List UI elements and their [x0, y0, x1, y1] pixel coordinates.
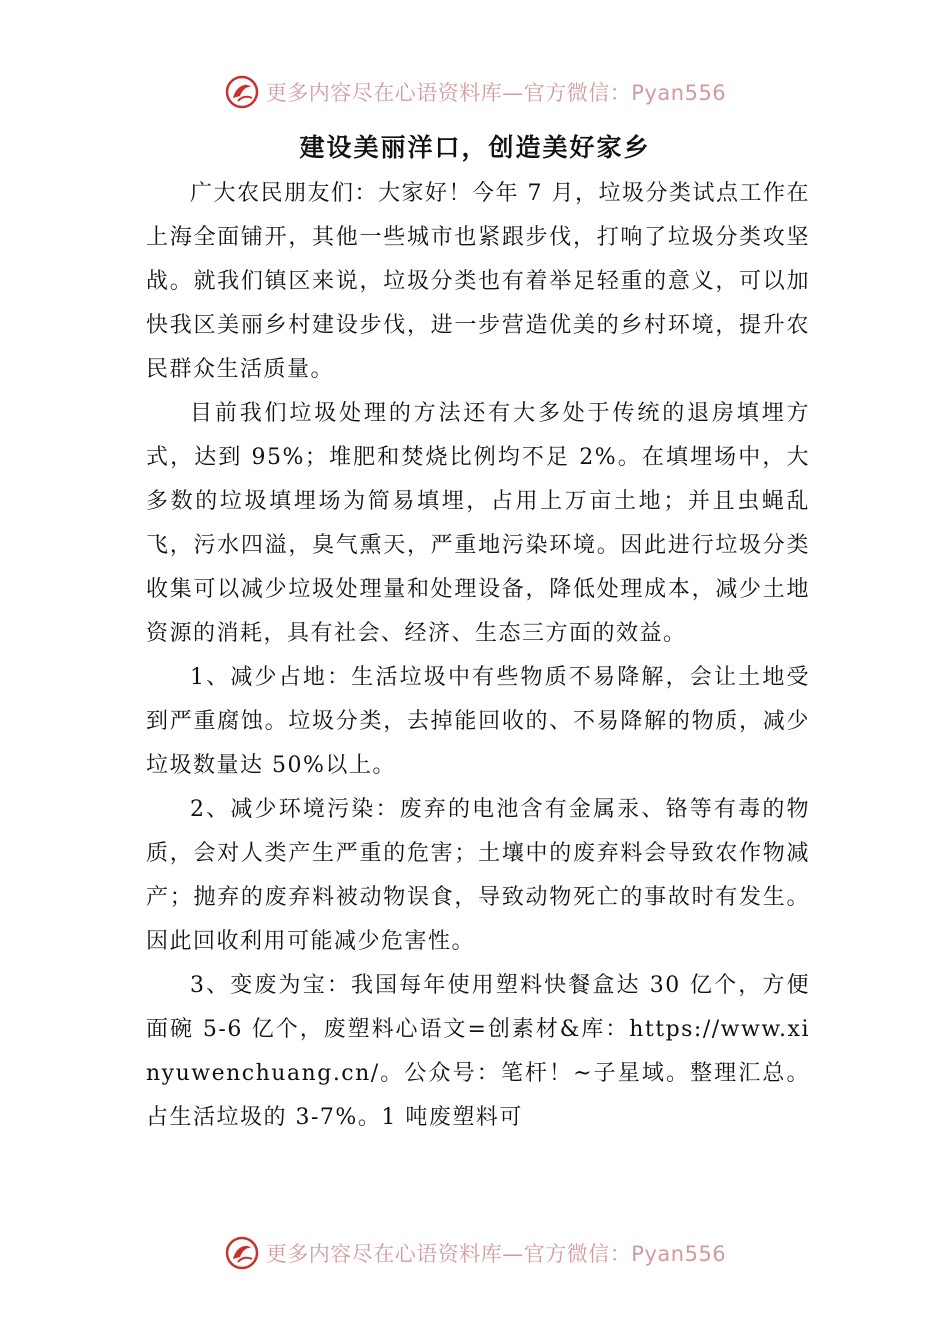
paragraph-3: 1、减少占地：生活垃圾中有些物质不易降解，会让土地受到严重腐蚀。垃圾分类，去掉能回收的、不易降解的物质，减少垃圾数量达 50%以上。 [146, 665, 810, 778]
paragraph-2: 目前我们垃圾处理的方法还有大多处于传统的退房填埋方式，达到 95%；堆肥和焚烧比例均不足 2%。在填埋场中，大多数的垃圾填埋场为简易填埋，占用上万亩土地；并且虫蝇乱飞，污水四溢，臭气熏天，严重地污染环境。因此进行垃圾分类收集可以减少垃圾处理量和处理设备，降低处理成本，减少土地资源的消耗，具有社会、经济、生态三方面的效益。 [146, 401, 810, 646]
paragraph-5: 3、变废为宝：我国每年使用塑料快餐盒达 30 亿个，方便面碗 5-6 亿个，废塑料心语文=创素材&库：https://www.xinyuwenchuang.cn/。公众号：笔杆！~子星域。整理汇总。占生活垃圾的 3-7%。1 吨废塑料可 [146, 973, 810, 1130]
document-title: 建设美丽洋口，创造美好家乡 [299, 133, 651, 162]
document-body [146, 172, 810, 1140]
footer-watermark-banner [0, 1233, 950, 1273]
paragraph-4: 2、减少环境污染：废弃的电池含有金属汞、铬等有毒的物质，会对人类产生严重的危害；土壤中的废弃料会导致农作物减产；抛弃的废弃料被动物误食，导致动物死亡的事故时有发生。因此回收利用可能减少危害性。 [146, 797, 810, 954]
paragraph-1: 广大农民朋友们：大家好！今年 7 月，垃圾分类试点工作在上海全面铺开，其他一些城市也紧跟步伐，打响了垃圾分类攻坚战。就我们镇区来说，垃圾分类也有着举足轻重的意义，可以加快我区美丽乡村建设步伐，进一步营造优美的乡村环境，提升农民群众生活质量。 [146, 181, 810, 382]
brand-logo-icon [224, 1235, 260, 1271]
header-watermark-banner [0, 72, 950, 112]
brand-logo-icon [224, 74, 260, 110]
watermark-text: 更多内容尽在心语资料库—官方微信：Pyan556 [265, 1242, 727, 1266]
watermark-text: 更多内容尽在心语资料库—官方微信：Pyan556 [265, 81, 727, 105]
